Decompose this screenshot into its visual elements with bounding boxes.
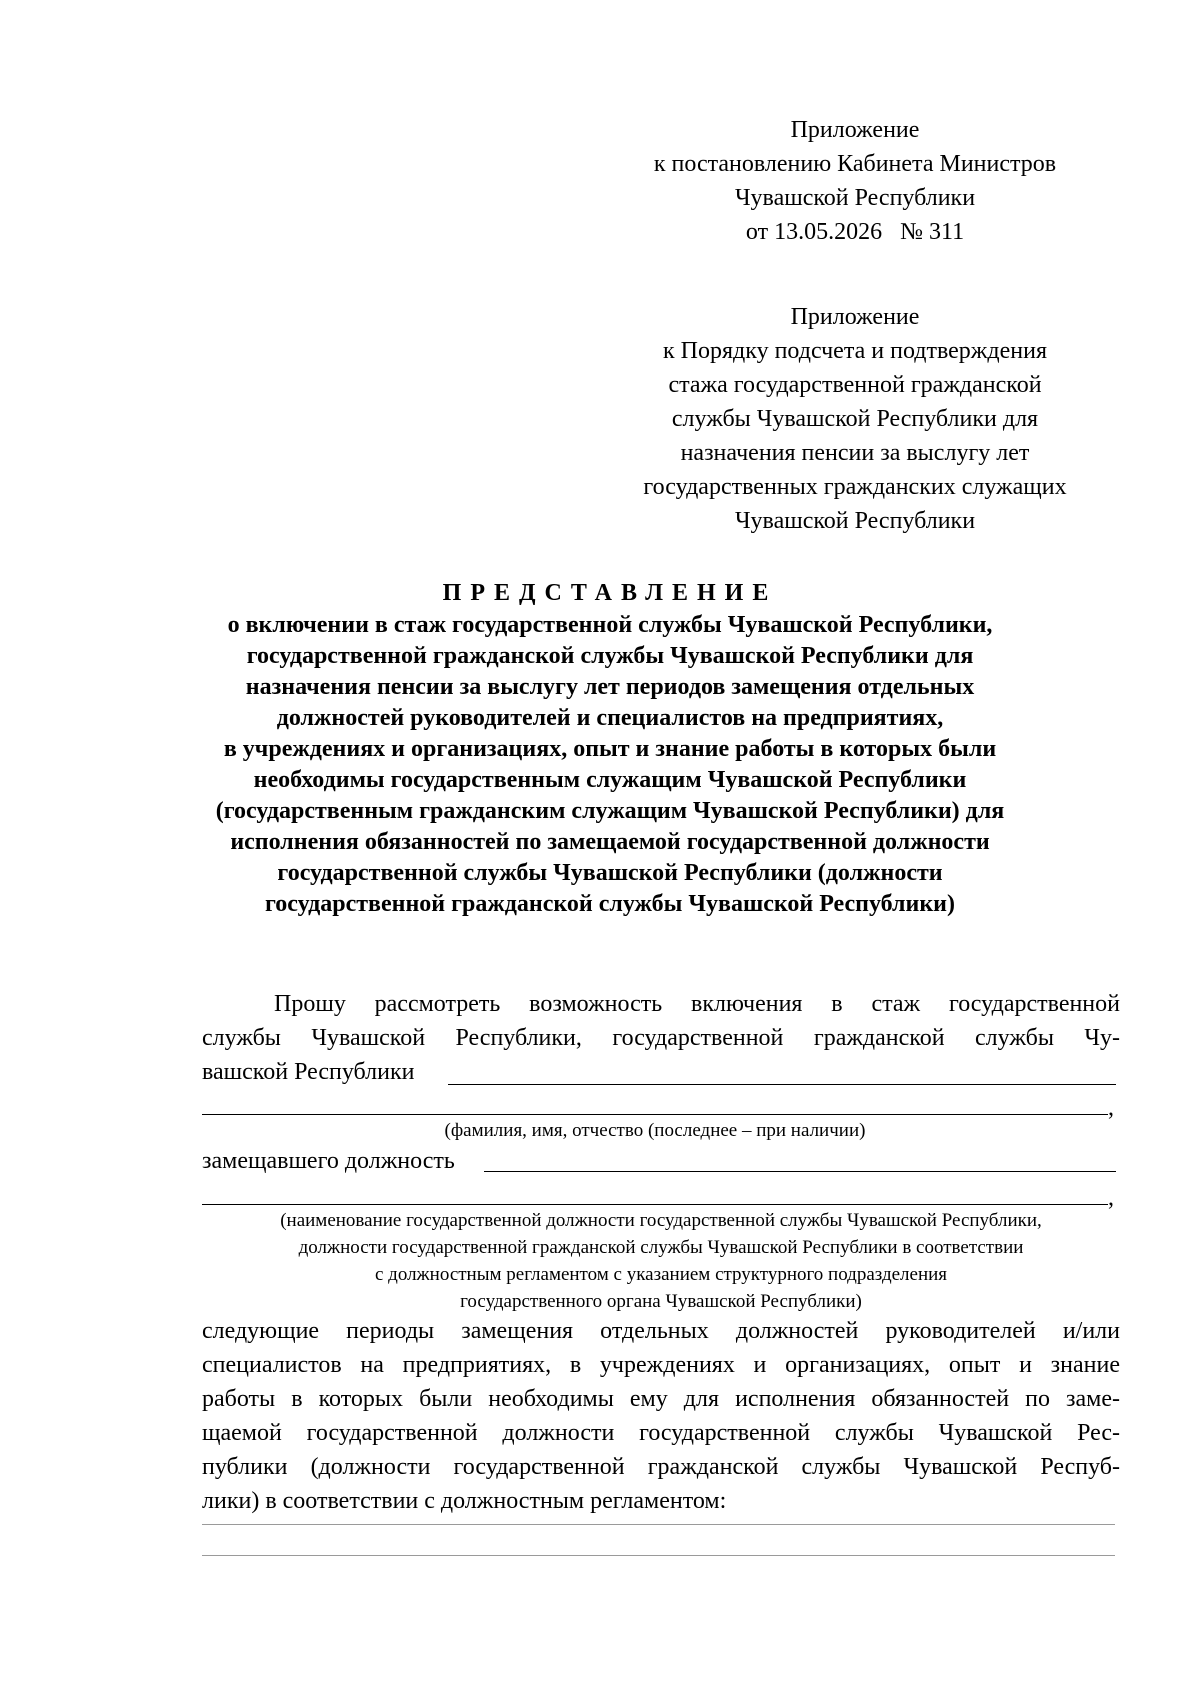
- request-line: вашской Республики: [202, 1059, 415, 1085]
- position-field-line-1[interactable]: [484, 1145, 1116, 1172]
- request-line: Прошу рассмотреть возможность включения в стаж государственной: [274, 991, 1120, 1017]
- entry-line-1[interactable]: [202, 1524, 1115, 1525]
- title-line: должностей руководителей и специалистов на предприятиях,: [276, 705, 944, 731]
- approval-block-resolution: [620, 113, 1090, 249]
- periods-line: публики (должности государственной гражданской службы Чувашской Респуб-: [202, 1454, 1120, 1480]
- name-caption: (фамилия, имя, отчество (последнее – при наличии): [444, 1120, 866, 1141]
- approval-line: службы Чувашской Республики для: [671, 406, 1039, 432]
- document-title: [200, 578, 1020, 920]
- approval-line: назначения пенсии за выслугу лет: [680, 440, 1030, 466]
- title-line: (государственным гражданским служащим Чувашской Республики) для: [215, 798, 1005, 824]
- periods-line: специалистов на предприятиях, в учреждениях и организациях, опыт и знание: [202, 1352, 1120, 1378]
- title-line: государственной службы Чувашской Республики (должности: [277, 860, 943, 886]
- title-line: необходимы государственным служащим Чувашской Республики: [253, 767, 967, 793]
- position-caption: [202, 1207, 1120, 1315]
- name-field-line-2[interactable]: [202, 1104, 1108, 1115]
- approval-line: к постановлению Кабинета Министров: [653, 151, 1057, 177]
- approval-line: Приложение: [790, 304, 920, 330]
- position-field-line-2[interactable]: [202, 1194, 1108, 1205]
- title-line: о включении в стаж государственной службы Чувашской Республики,: [227, 612, 993, 638]
- title-line: государственной гражданской службы Чувашской Республики): [264, 891, 955, 917]
- title-line: государственной гражданской службы Чувашской Республики для: [246, 643, 974, 669]
- approval-line: государственных гражданских служащих: [643, 474, 1067, 500]
- comma: ,: [1108, 1185, 1114, 1211]
- position-caption-line: (наименование государственной должности государственной службы Чувашской Республики,: [280, 1210, 1042, 1231]
- approval-line: Чувашской Республики: [734, 185, 976, 211]
- request-line: службы Чувашской Республики, государственной гражданской службы Чу-: [202, 1025, 1120, 1051]
- name-field-line-1[interactable]: [448, 1058, 1116, 1085]
- title-line: в учреждениях и организациях, опыт и знание работы в которых были: [223, 736, 997, 762]
- position-caption-line: с должностным регламентом с указанием структурного подразделения: [374, 1264, 948, 1285]
- approval-line: стажа государственной гражданской: [668, 372, 1042, 398]
- comma: ,: [1108, 1095, 1114, 1121]
- approval-line: Чувашской Республики: [734, 508, 976, 534]
- approval-line: к Порядку подсчета и подтверждения: [663, 338, 1047, 364]
- periods-line: следующие периоды замещения отдельных должностей руководителей и/или: [202, 1318, 1120, 1344]
- periods-line: работы в которых были необходимы ему для исполнения обязанностей по заме-: [202, 1386, 1120, 1412]
- title-line: исполнения обязанностей по замещаемой государственной должности: [230, 829, 990, 855]
- periods-line: щаемой государственной должности государственной службы Чувашской Рес-: [202, 1420, 1120, 1446]
- title-heading: ПРЕДСТАВЛЕНИЕ: [442, 580, 778, 606]
- title-line: назначения пенсии за выслугу лет периодов замещения отдельных: [245, 674, 975, 700]
- entry-line-2[interactable]: [202, 1555, 1115, 1556]
- periods-paragraph: [202, 1314, 1120, 1518]
- position-caption-line: должности государственной гражданской службы Чувашской Республики в соответствии: [298, 1237, 1024, 1258]
- periods-line: лики) в соответствии с должностным регламентом:: [202, 1488, 727, 1514]
- position-caption-line: государственного органа Чувашской Республики): [460, 1291, 862, 1312]
- approval-line: Приложение: [790, 117, 920, 143]
- position-label: замещавшего должность: [202, 1148, 455, 1174]
- approval-block-procedure: [620, 300, 1090, 538]
- approval-date-number: от 13.05.2026 № 311: [745, 219, 965, 245]
